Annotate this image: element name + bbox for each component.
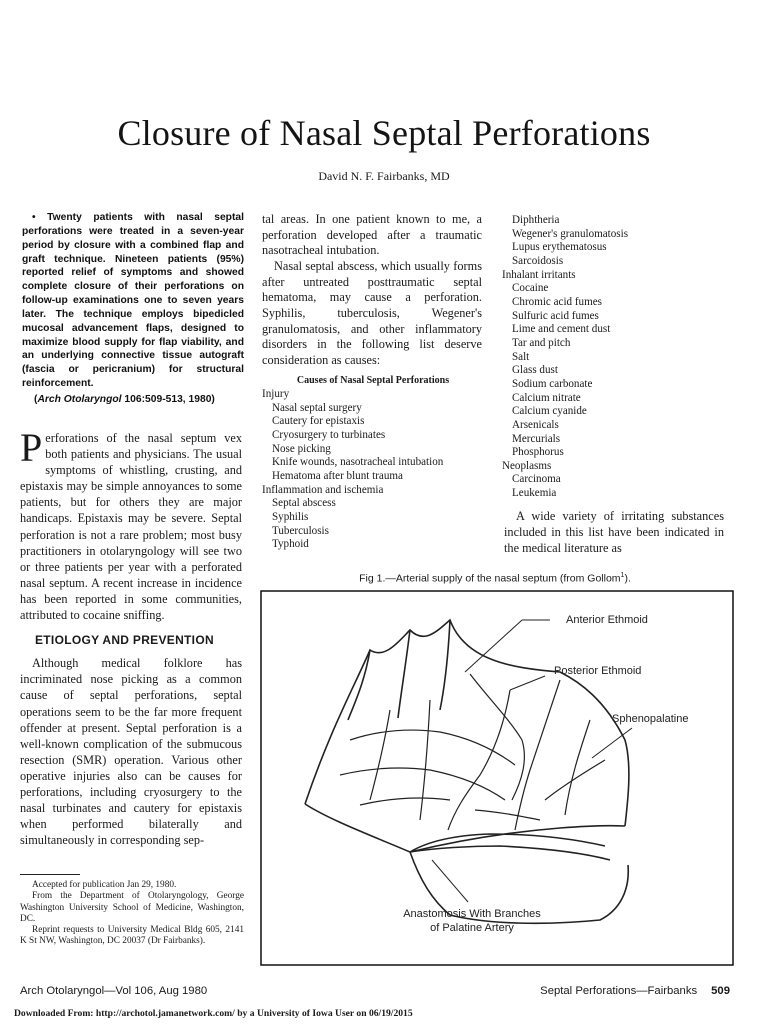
footnote-reprints: Reprint requests to University Medical Bldg 605, 2141 K St NW, Washington, DC 20037 (Dr Fairbanks). xyxy=(20,925,244,947)
page-number: 509 xyxy=(711,985,730,997)
author-byline: David N. F. Fairbanks, MD xyxy=(318,169,450,183)
cause-list-item: Cautery for epistaxis xyxy=(272,415,365,428)
figure-caption-text: Fig 1.—Arterial supply of the nasal septum (from Gollom xyxy=(359,572,621,585)
etiology-paragraph: Although medical folklore has incriminated nose picking as a common cause of septal perforations, septal operations seem to be the far more frequent offender at present. Septal perforation is a well-known complication of the submucous resection (SMR) operation. Various other operative injuries also can be causes for perforations, including cryosurgery to the nasal turbinates and cautery for epistaxis when performed bilaterally and simultaneously in corresponding sep- xyxy=(20,656,242,848)
cause-list-item: Diphtheria xyxy=(512,214,560,226)
article-title: Closure of Nasal Septal Perforations xyxy=(117,113,651,153)
cause-list-item: Lime and cement dust xyxy=(512,323,611,336)
journal-footer: Arch Otolaryngol—Vol 106, Aug 1980 xyxy=(20,985,208,997)
leader-lines xyxy=(432,620,632,902)
cause-list-item: Hematoma after blunt trauma xyxy=(272,469,403,482)
cause-list-item: Calcium cyanide xyxy=(512,405,587,418)
cause-list-item: Knife wounds, nasotracheal intubation xyxy=(272,456,444,469)
intro-paragraph xyxy=(20,425,242,623)
cause-list-item: Neoplasms xyxy=(502,459,552,472)
cause-list-item: Sulfuric acid fumes xyxy=(512,309,599,322)
citation-ref: 106:509-513, 1980) xyxy=(121,393,215,405)
cause-list-item: Carcinoma xyxy=(512,473,561,486)
cause-list-item: Syphilis xyxy=(272,510,309,523)
section-heading-etiology: ETIOLOGY AND PREVENTION xyxy=(35,633,214,648)
figure-caption-ref: 1 xyxy=(620,572,625,579)
cause-list-item: Nose picking xyxy=(272,442,331,455)
cause-list-item: Lupus erythematosus xyxy=(512,241,607,254)
cause-list-item: Chromic acid fumes xyxy=(512,295,602,308)
footnote-accepted: Accepted for publication Jan 29, 1980. xyxy=(32,880,177,890)
septum-arterial-diagram xyxy=(260,590,734,966)
cause-list-item: Cocaine xyxy=(512,282,549,295)
cause-list-item: Salt xyxy=(512,350,530,363)
causes-list-title: Causes of Nasal Septal Perforations xyxy=(296,375,450,386)
figure-caption xyxy=(260,572,730,585)
vessel-network xyxy=(340,674,605,830)
septum-outline xyxy=(305,620,629,852)
causes-list-part-2 xyxy=(502,214,742,501)
label-anastomosis-line1: Anastomosis With Branches xyxy=(403,908,541,920)
body-column-1 xyxy=(20,425,242,848)
label-anastomosis-line2: of Palatine Artery xyxy=(430,922,514,934)
causes-list-part-1 xyxy=(262,388,502,552)
col2-paragraph-1: tal areas. In one patient known to me, a perforation developed after a traumatic nasotracheal intubation. xyxy=(262,212,482,258)
cause-list-item: Leukemia xyxy=(512,487,557,500)
cause-list-item: Typhoid xyxy=(272,538,309,551)
footnote-divider xyxy=(20,874,80,875)
citation-journal: Arch Otolaryngol xyxy=(37,393,122,405)
footnotes xyxy=(20,880,244,948)
cause-list-item: Mercurials xyxy=(512,432,561,445)
col3-paragraph: A wide variety of irritating substances included in this list have been indicated in the medical literature as xyxy=(504,509,724,555)
citation-open: ( xyxy=(34,393,38,405)
label-anterior-ethmoid: Anterior Ethmoid xyxy=(566,614,648,626)
intro-text: erforations of the nasal septum vex both patients and physicians. The usual symptoms of whistling, crusting, and epistaxis may be simple annoyances to some patients, but for others they are major handicaps. Epistaxis may be severe. Septal perforation is not a rare problem; most busy practitioners in otolaryngology will see two or three patients per year with a perforated nasal septum. A recent increase in incidence has been reported in some communities, attributed to cocaine sniffing. xyxy=(20,431,242,623)
cause-list-item: Injury xyxy=(262,388,290,400)
drop-cap: P xyxy=(20,425,43,470)
running-title: Septal Perforations—Fairbanks xyxy=(540,985,698,997)
cause-list-item: Inhalant irritants xyxy=(502,268,576,281)
label-sphenopalatine: Sphenopalatine xyxy=(612,713,689,725)
cause-list-item: Sodium carbonate xyxy=(512,377,593,390)
cause-list-item: Wegener's granulomatosis xyxy=(512,227,629,240)
cause-list-item: Septal abscess xyxy=(272,497,336,510)
label-posterior-ethmoid: Posterior Ethmoid xyxy=(554,665,642,677)
cause-list-item: Cryosurgery to turbinates xyxy=(272,428,386,441)
abstract-citation xyxy=(22,393,244,407)
cause-list-item: Phosphorus xyxy=(512,446,564,459)
body-column-3 xyxy=(504,509,724,556)
download-notice: Downloaded From: http://archotol.jamanetwork.com/ by a University of Iowa User on 06/19/2015 xyxy=(14,1008,413,1019)
cause-list-item: Arsenicals xyxy=(512,418,559,431)
cause-list-item: Calcium nitrate xyxy=(512,391,581,404)
cause-list-item: Inflammation and ischemia xyxy=(262,483,384,496)
cause-list-item: Tuberculosis xyxy=(272,524,329,537)
cause-list-item: Sarcoidosis xyxy=(512,254,564,267)
cause-list-item: Glass dust xyxy=(512,364,558,377)
body-column-2 xyxy=(262,212,482,369)
abstract xyxy=(22,211,244,407)
col2-paragraph-2: Nasal septal abscess, which usually forms after untreated posttraumatic septal hematoma, may cause a perforation. Syphilis, tuberculosis, Wegener's granulomatosis, and other inflammatory disorders in the following list deserve consideration as causes: xyxy=(262,258,482,367)
cause-list-item: Tar and pitch xyxy=(512,336,571,349)
footnote-affiliation: From the Department of Otolaryngology, George Washington University School of Medicine, Washington, DC. xyxy=(20,891,244,924)
cause-list-item: Nasal septal surgery xyxy=(272,401,362,414)
running-footer xyxy=(540,985,730,997)
figure-caption-end: ). xyxy=(624,572,631,585)
abstract-text: • Twenty patients with nasal septal perforations were treated in a seven-year period by closure with a combined flap and graft technique. Nineteen patients (95%) reported relief of symptoms and showed complete closure of their perforations on follow-up examinations one to seven years later. The technique employs bipedicled mucosal advancement flaps, designed to maximize blood supply for flap viability, and an underlying connective tissue autograft (fascia or pericranium) for structural reinforcement. xyxy=(22,212,244,390)
